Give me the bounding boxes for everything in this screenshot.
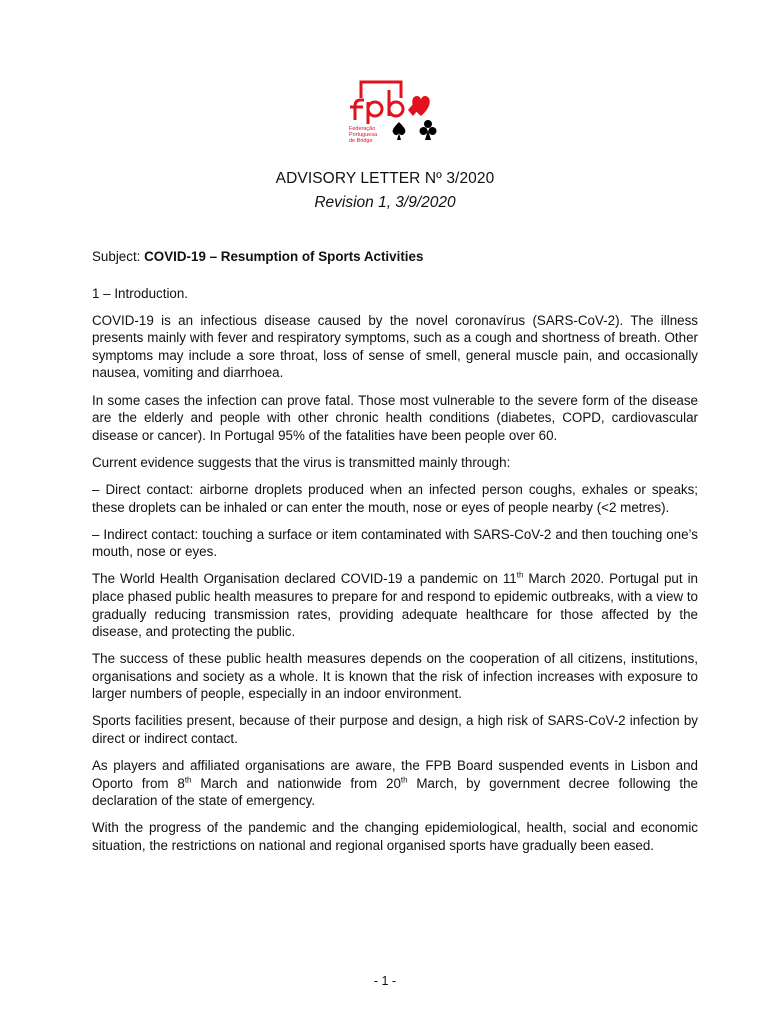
page-number: - 1 - — [373, 974, 397, 988]
section-heading: 1 – Introduction. — [92, 285, 189, 301]
paragraph-9-part-a: As players and affiliated organisations are aware, the FPB Board suspended events in Lisbon and Oporto from 8 — [92, 758, 698, 791]
fpb-logo — [343, 78, 443, 152]
letter-body — [92, 248, 698, 864]
subject-label: Subject: — [92, 249, 141, 264]
logo-org-line-2: Portuguesa — [349, 132, 378, 138]
fpb-logo-graphic — [343, 78, 443, 152]
superscript: th — [400, 775, 408, 785]
subject-text: COVID-19 – Resumption of Sports Activities — [144, 249, 424, 264]
letter-revision: Revision 1, 3/9/2020 — [314, 194, 456, 211]
paragraph-8: Sports facilities present, because of their purpose and design, a high risk of SARS-CoV-2 infection by direct or indirect contact. — [92, 713, 698, 747]
paragraph-6 — [92, 570, 698, 640]
paragraph-6-part-b: March 2020. Portugal put in place phased public health measures to prepare for and respond to epidemic outbreaks, with a view to gradually reducing transmission rates, providing adequate healthcare for those affected by the disease, and protecting the public. — [92, 571, 699, 640]
paragraph-3: Current evidence suggests that the virus is transmitted mainly through: — [92, 454, 511, 470]
superscript: th — [516, 570, 524, 580]
paragraph-9 — [92, 757, 698, 810]
superscript: th — [184, 775, 192, 785]
logo-org-line-3: de Bridge — [349, 138, 373, 144]
paragraph-4: – Direct contact: airborne droplets produced when an infected person coughs, exhales or speaks; these droplets can be inhaled or can enter the mouth, nose or eyes of people nearby (<2 metres). — [92, 481, 698, 515]
subject-line — [92, 248, 698, 266]
paragraph-10: With the progress of the pandemic and the changing epidemiological, health, social and economic situation, the restrictions on national and regional organised sports have gradually been eased. — [92, 820, 698, 854]
letter-header — [0, 170, 770, 212]
paragraph-9-part-c: March, by government decree following the declaration of the state of emergency. — [92, 775, 698, 809]
paragraph-5: – Indirect contact: touching a surface or item contaminated with SARS-CoV-2 and then touching one’s mouth, nose or eyes. — [92, 526, 698, 560]
paragraph-2: In some cases the infection can prove fatal. Those most vulnerable to the severe form of the disease are the elderly and people with other chronic health conditions (diabetes, COPD, cardiovascular disease or cancer). In Portugal 95% of the fatalities have been people over 60. — [92, 392, 698, 443]
paragraph-1: COVID-19 is an infectious disease caused by the novel coronavírus (SARS-CoV-2). The illness presents mainly with fever and respiratory symptoms, such as a cough and shortness of breath. Other symptoms may include a sore throat, loss of sense of smell, general muscle pain, and occasionally nausea, vomiting and diarrhoea. — [92, 312, 698, 381]
paragraph-9-part-b: March and nationwide from 20 — [191, 775, 401, 791]
paragraph-6-part-a: The World Health Organisation declared COVID-19 a pandemic on 11 — [92, 571, 517, 587]
paragraph-7: The success of these public health measures depends on the cooperation of all citizens, institutions, organisations and society as a whole. It is known that the risk of infection increases with exposure to larger numbers of people, especially in an indoor environment. — [92, 651, 698, 702]
letter-title: ADVISORY LETTER Nº 3/2020 — [275, 170, 495, 187]
logo-org-line-1: Federação — [349, 126, 376, 132]
